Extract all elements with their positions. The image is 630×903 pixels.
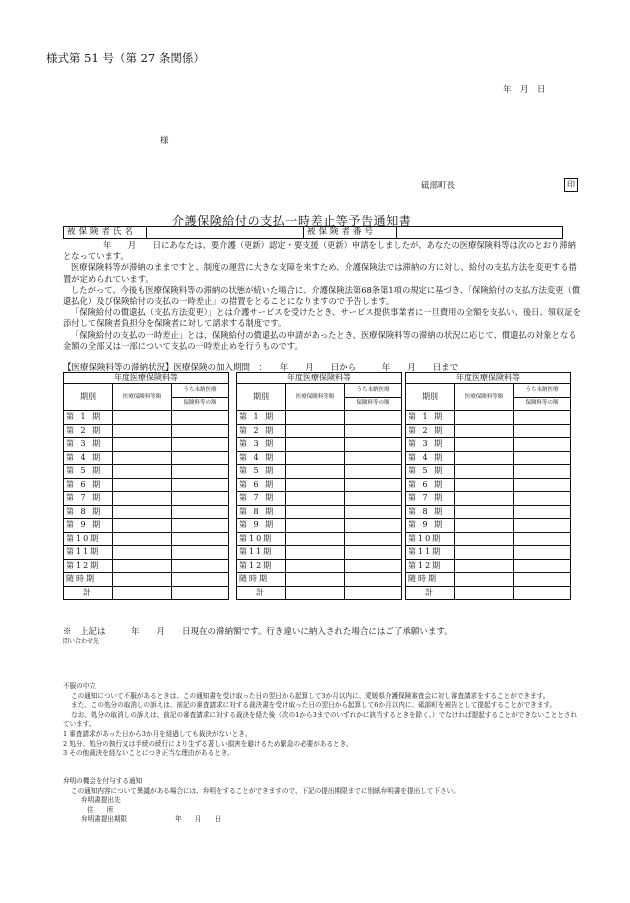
amount-cell [113,478,172,492]
body-paragraph: したがって、今後も医療保険料等の滞納の状態が続いた場合に、介護保険法第68条第1項の規定に基づき、「保険給付の支払方法変更（償還払化）及び保険給付の支払の一時差止」の措置をとることになりますので予告します。 [63,284,581,307]
amount-cell [455,492,514,506]
unpaid-cell [172,478,229,492]
insured-number-label: 被保険者番号 [304,227,397,239]
period-label: 第12期 [64,559,113,573]
table-row [237,573,402,587]
amount-cell [113,451,172,465]
period-label: 随時期 [406,573,455,587]
unpaid-cell [172,411,229,425]
unpaid-cell [514,586,571,600]
amount-cell [113,573,172,587]
addressee-suffix: 様 [160,136,169,146]
unpaid-header: 保険料等の額 [514,397,571,411]
amount-header: 医療保険料等額 [455,384,514,411]
period-label: 第 4 期 [237,451,286,465]
unpaid-cell [172,505,229,519]
amount-cell [113,492,172,506]
period-label: 第11期 [64,546,113,560]
bemei-deadline-label: 弁明書提出期限 [81,815,128,824]
insured-number-value [397,227,563,239]
unpaid-cell [345,478,402,492]
period-label: 第 6 期 [406,478,455,492]
amount-cell [113,505,172,519]
period-label: 第 8 期 [237,505,286,519]
unpaid-cell [172,492,229,506]
table-row [64,559,229,573]
unpaid-cell [514,559,571,573]
appeal-line: なお、処分の取消しの訴えは、前記の審査請求に対する裁決を経た後（次の1から3までのいずれかに該当するときを除く。）でなければ提起することができないこととされています。 [63,710,578,729]
period-label: 第 9 期 [237,519,286,533]
table-row [64,532,229,546]
unpaid-cell [514,451,571,465]
period-label: 第 8 期 [406,505,455,519]
amount-cell [286,573,345,587]
amount-cell [286,438,345,452]
unpaid-cell [514,478,571,492]
bemei-destination-label: 弁明書提出先 [81,796,121,805]
unpaid-cell [172,451,229,465]
amount-cell [455,465,514,479]
fiscal-year-label: 年度医療保険料等 [64,373,229,384]
unpaid-cell [172,573,229,587]
bemei-deadline-value: 年 月 日 [175,815,222,824]
inquiry-label: 問い合わせ先 [63,638,100,645]
period-label: 第 7 期 [237,492,286,506]
table-row [64,465,229,479]
seal-mark: 印 [564,178,578,192]
unpaid-cell [514,424,571,438]
period-label: 第 7 期 [406,492,455,506]
table-row [237,532,402,546]
amount-header: 医療保険料等額 [113,384,172,411]
table-row [406,532,571,546]
period-label: 随時期 [64,573,113,587]
table-row [406,573,571,587]
table-row [64,573,229,587]
table-row [406,465,571,479]
unpaid-cell [345,465,402,479]
table-row [64,519,229,533]
period-label: 第 4 期 [64,451,113,465]
amount-cell [286,478,345,492]
table-row [406,505,571,519]
period-label: 第10期 [64,532,113,546]
amount-cell [455,438,514,452]
table-row [237,519,402,533]
body-paragraph: 「保険給付の償還払（支払方法変更）」とは介護サービスを受けたとき、サービス提供事業者に一旦費用の全額を支払い、後日、領収証を添付して保険者負担分を保険者に対して請求する制度です。 [63,307,581,329]
appeal-line: 3 その他裁決を経ないことにつき正当な理由があるとき。 [63,749,234,758]
unpaid-cell [345,573,402,587]
unpaid-header: うち未納医療 [514,384,571,398]
period-label: 第 1 期 [237,411,286,425]
table-row [406,546,571,560]
amount-cell [455,573,514,587]
unpaid-cell [514,532,571,546]
document-title: 介護保険給付の支払一時差止等予告通知書 [172,214,412,228]
unpaid-cell [514,573,571,587]
table-row [406,492,571,506]
table-row [406,478,571,492]
unpaid-cell [172,546,229,560]
unpaid-cell [514,465,571,479]
amount-cell [455,559,514,573]
appeal-line: この通知について不服があるときは、この通知書を受け取った日の翌日から起算して3か月以内に、愛媛県介護保険審査会に対し審査請求をすることができます。 [71,691,550,700]
period-label: 第12期 [406,559,455,573]
period-label: 計 [406,586,455,600]
appeal-heading: 不服の申立 [63,682,96,690]
amount-cell [113,532,172,546]
period-label: 第 9 期 [64,519,113,533]
table-row [237,559,402,573]
period-label: 第 8 期 [64,505,113,519]
period-label: 第 6 期 [64,478,113,492]
table-row [406,586,571,600]
table-row [237,492,402,506]
unpaid-cell [345,411,402,425]
unpaid-cell [514,546,571,560]
form-number: 様式第 51 号（第 27 条関係） [46,51,205,65]
unpaid-cell [345,519,402,533]
bemei-heading: 弁明の機会を付与する通知 [63,777,143,785]
table-row [64,505,229,519]
amount-cell [286,411,345,425]
amount-cell [286,451,345,465]
period-label: 第 6 期 [237,478,286,492]
period-label: 第 4 期 [406,451,455,465]
table-row [237,505,402,519]
period-label: 第 1 期 [406,411,455,425]
table-row [64,451,229,465]
period-label: 第11期 [406,546,455,560]
unpaid-cell [514,505,571,519]
table-row [64,546,229,560]
table-row [406,559,571,573]
bemei-section [63,777,593,825]
insured-name-label: 被保険者氏名 [64,227,147,239]
table-row [64,438,229,452]
amount-cell [455,532,514,546]
bemei-address-label: 住 所 [87,805,114,814]
body-paragraph: 医療保険料等が滞納のままですと、制度の運営に大きな支障を来すため、介護保険法では滞納の方に対し、給付の支払方法を変更する措置が定められています。 [63,262,577,284]
amount-cell [286,532,345,546]
unpaid-header: うち未納医療 [345,384,402,398]
period-label: 第 2 期 [64,424,113,438]
amount-cell [113,559,172,573]
unpaid-cell [345,546,402,560]
period-label: 第10期 [237,532,286,546]
table-row [237,438,402,452]
body-paragraph: 年 月 日にあなたは、要介護（更新）認定・要支援（更新）申請をしましたが、あなたの医療保険料等は次のとおり滞納となっています。 [63,240,576,262]
appeal-line: 1 審査請求があった日から3か月を経過しても裁決がないとき。 [63,729,252,738]
unpaid-cell [345,559,402,573]
table-row [64,586,229,600]
amount-cell [455,505,514,519]
amount-cell [113,465,172,479]
unpaid-header: 保険料等の額 [172,397,229,411]
appeal-line: また、この処分の取消しの訴えは、前記の審査請求に対する裁決書を受け取った日の翌日から起算して6か月以内に、砥部町を被告として提起することができます。 [71,701,557,710]
period-label: 第11期 [237,546,286,560]
unpaid-cell [172,438,229,452]
unpaid-cell [172,519,229,533]
fiscal-year-label: 年度医療保険料等 [237,373,402,384]
arrears-status-header: 【医療保険料等の滞納状況】医療保険の加入期間 ： 年 月 日から 年 月 日まで [63,363,459,373]
period-label: 計 [237,586,286,600]
unpaid-cell [345,532,402,546]
table-row [237,546,402,560]
amount-cell [113,411,172,425]
unpaid-header: うち未納医療 [172,384,229,398]
unpaid-cell [345,492,402,506]
amount-cell [113,546,172,560]
period-label: 計 [64,586,113,600]
period-header: 期別 [64,384,113,411]
period-header: 期別 [237,384,286,411]
table-row [406,411,571,425]
unpaid-cell [345,451,402,465]
table-row [406,424,571,438]
table-row [64,411,229,425]
table-row [237,478,402,492]
table-row [64,424,229,438]
arrears-table-3 [405,372,571,600]
period-label: 第 3 期 [237,438,286,452]
period-label: 第 2 期 [237,424,286,438]
period-label: 第 5 期 [406,465,455,479]
amount-cell [455,411,514,425]
arrears-table-1 [63,372,229,600]
period-label: 随時期 [237,573,286,587]
arrears-table-2 [236,372,402,600]
period-label: 第 7 期 [64,492,113,506]
amount-cell [455,546,514,560]
period-label: 第 5 期 [237,465,286,479]
table-row [237,465,402,479]
amount-cell [286,559,345,573]
amount-cell [286,465,345,479]
table-row [237,411,402,425]
period-header: 期別 [406,384,455,411]
amount-cell [113,424,172,438]
unpaid-cell [514,519,571,533]
unpaid-cell [172,586,229,600]
amount-cell [455,478,514,492]
amount-cell [286,519,345,533]
period-label: 第12期 [237,559,286,573]
amount-cell [455,586,514,600]
amount-cell [113,519,172,533]
amount-cell [286,492,345,506]
appeal-section [63,682,583,759]
table-row [406,451,571,465]
unpaid-cell [172,424,229,438]
table-row [64,492,229,506]
amount-cell [113,438,172,452]
amount-cell [113,586,172,600]
period-label: 第 3 期 [406,438,455,452]
amount-cell [286,505,345,519]
amount-cell [455,519,514,533]
body-paragraph: 「保険給付の支払の一時差止」とは、保険給付の償還払の申請があったとき、医療保険料等の滞納の状況に応じて、償還払の対象となる金額の全部又は一部について支払の一時差止めを行うものです。 [63,329,577,351]
table-row [237,586,402,600]
unpaid-cell [172,532,229,546]
notice-body [63,240,583,352]
unpaid-cell [345,505,402,519]
unpaid-cell [345,586,402,600]
amount-cell [286,586,345,600]
appeal-line: 2 処分、処分の執行又は手続の続行により生ずる著しい損害を避けるため緊急の必要があるとき。 [63,739,353,748]
amount-cell [286,546,345,560]
unpaid-cell [172,559,229,573]
amount-cell [455,451,514,465]
amount-cell [286,424,345,438]
table-row [406,438,571,452]
table-row [406,519,571,533]
period-label: 第 3 期 [64,438,113,452]
unpaid-cell [345,438,402,452]
amount-cell [455,424,514,438]
amount-header: 医療保険料等額 [286,384,345,411]
issuer-name: 砥部町長 [421,181,456,191]
unpaid-cell [172,465,229,479]
table-row [237,451,402,465]
period-label: 第 2 期 [406,424,455,438]
arrears-note: ※ 上記は 年 月 日現在の滞納額です。行き違いに納入された場合にはご了承願います。 [63,627,453,637]
insured-info-table [63,226,563,239]
unpaid-cell [514,492,571,506]
unpaid-cell [514,438,571,452]
period-label: 第 1 期 [64,411,113,425]
table-row [64,478,229,492]
period-label: 第 5 期 [64,465,113,479]
period-label: 第10期 [406,532,455,546]
table-row [237,424,402,438]
unpaid-cell [345,424,402,438]
fiscal-year-label: 年度医療保険料等 [406,373,571,384]
issue-date: 年 月 日 [503,85,546,95]
bemei-line: この通知内容について異議がある場合には、弁明をすることができますので、下記の提出期限までに別紙弁明書を提出して下さい。 [71,786,460,795]
insured-name-value [147,227,304,239]
unpaid-header: 保険料等の額 [345,397,402,411]
unpaid-cell [514,411,571,425]
period-label: 第 9 期 [406,519,455,533]
bemei-deadline [63,815,593,825]
